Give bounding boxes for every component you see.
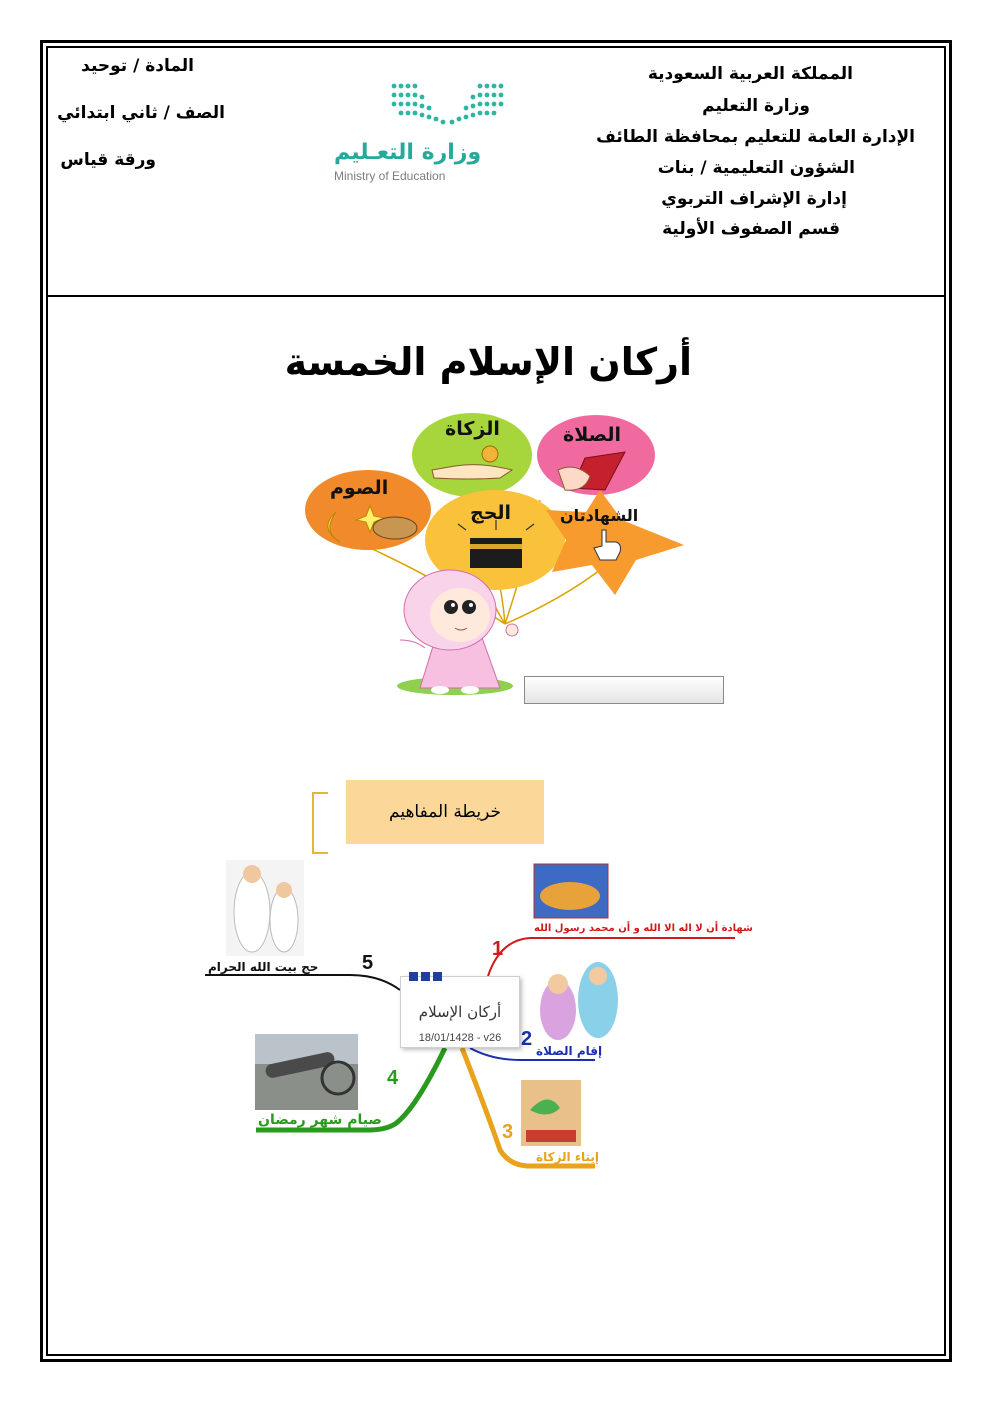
- branch-line-5: [205, 975, 400, 990]
- zakat-picture: [521, 1080, 581, 1146]
- branch-label-1: شهادة أن لا اله الا الله و أن محمد رسول الله: [534, 923, 753, 934]
- header-line-6: قسم الصفوف الأولية: [662, 219, 840, 239]
- center-node-subtitle: 18/01/1428 - v26: [418, 1032, 502, 1044]
- branch-number-5: 5: [362, 952, 374, 974]
- zakat-balloon-label: الزكاة: [445, 418, 500, 440]
- grade-label: الصف / ثاني ابتدائي: [57, 103, 225, 123]
- cannon-picture: [255, 1034, 358, 1110]
- branch-number-3: 3: [502, 1121, 514, 1143]
- hajj-pilgrims-picture: [226, 860, 304, 956]
- prayer-balloon-label: الصلاة: [563, 424, 622, 446]
- header-line-4: الشؤون التعليمية / بنات: [657, 158, 855, 178]
- page-title: أركان الإسلام الخمسة: [284, 340, 692, 384]
- center-node-title: أركان الإسلام: [418, 1003, 502, 1021]
- sheet-label: ورقة قياس: [60, 150, 156, 170]
- concept-map-heading-text: خريطة المفاهيم: [389, 802, 502, 822]
- subject-label: المادة / توحيد: [81, 56, 194, 76]
- branch-label-5: حج بيت الله الحرام: [208, 960, 319, 974]
- branch-line-1: [488, 938, 735, 976]
- shahada-star-label: الشهادتان: [560, 506, 639, 525]
- header-line-5: إدارة الإشراف التربوي: [661, 189, 847, 209]
- branch-label-2: إقام الصلاة: [536, 1044, 603, 1058]
- center-node-dots: [409, 972, 442, 981]
- praying-children-picture: [540, 962, 618, 1040]
- branch-number-1: 1: [492, 938, 504, 960]
- ministry-logo-arabic: وزارة التعـليم: [334, 140, 482, 165]
- header-line-3: الإدارة العامة للتعليم بمحافظة الطائف: [596, 127, 915, 147]
- concept-map-center-node: [400, 976, 520, 1048]
- shahada-picture: [534, 864, 608, 918]
- header-line-2: وزارة التعليم: [702, 96, 810, 116]
- hajj-balloon-label: الحج: [470, 502, 512, 524]
- header-line-1: المملكة العربية السعودية: [647, 64, 853, 84]
- ministry-logo-english: Ministry of Education: [334, 169, 446, 183]
- branch-label-3: إيتاء الزكاة: [536, 1150, 599, 1164]
- fasting-balloon-label: الصوم: [330, 477, 389, 499]
- branch-number-2: 2: [521, 1028, 533, 1050]
- branch-number-4: 4: [387, 1067, 399, 1089]
- branch-label-4: صيام شهر رمضان: [258, 1112, 382, 1128]
